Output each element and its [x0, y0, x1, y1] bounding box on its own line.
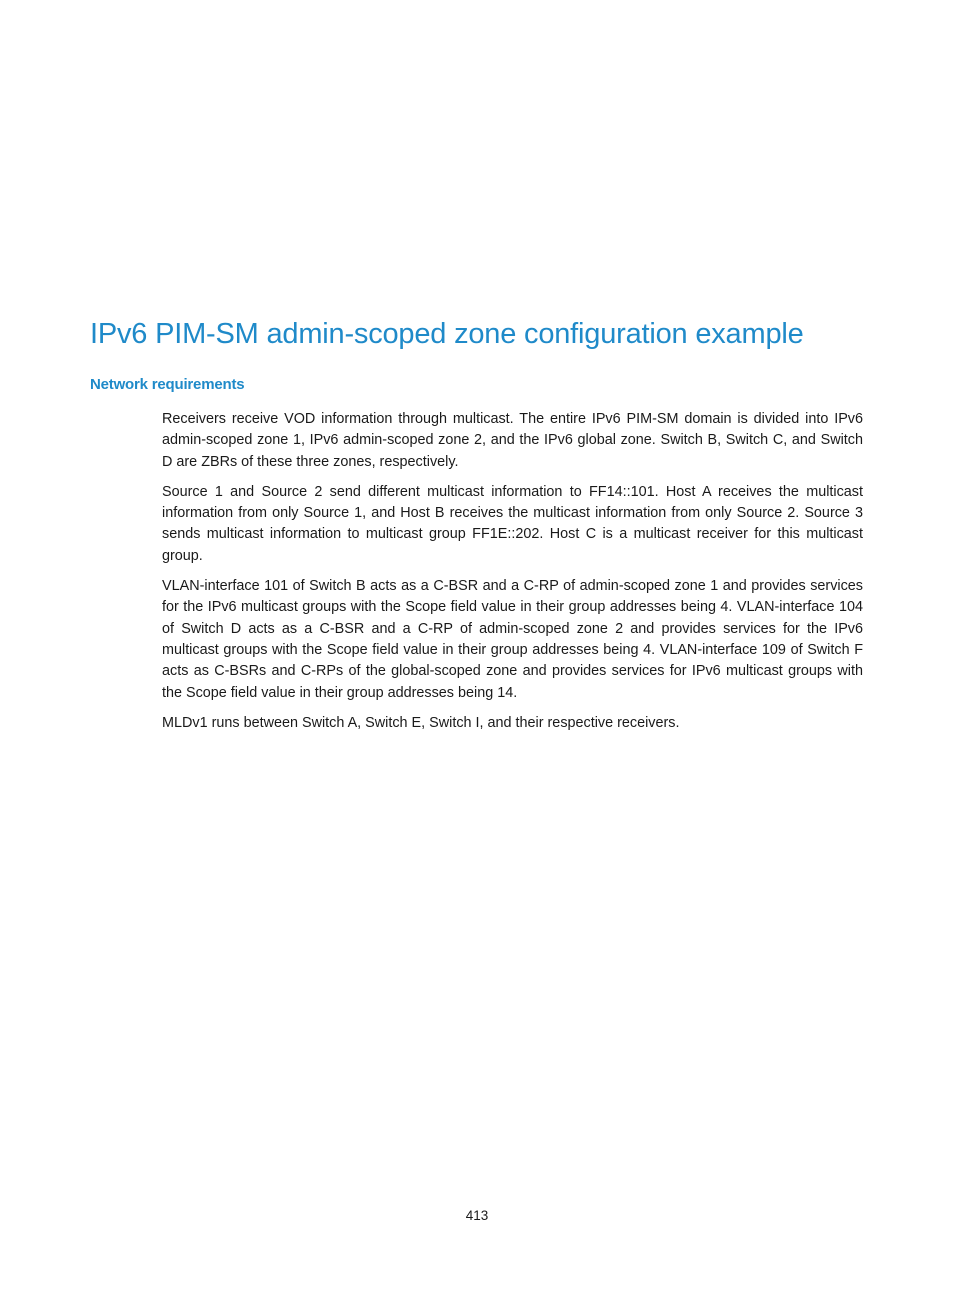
paragraph-bsr-rp: VLAN-interface 101 of Switch B acts as a C-BSR and a C-RP of admin-scoped zone 1 and provides services for the IPv6 multicast groups with the Scope field value in their group addresses being 4. VLAN-interface 104 of Switch D acts as a C-BSR and a C-RP of admin-scoped zone 2 and provides services for the IPv6 multicast groups with the Scope field value in their group addresses being 4. VLAN-interface 109 of Switch F acts as C-BSRs and C-RPs of the global-scoped zone and provides services for IPv6 multicast groups with the Scope field value in their group addresses being 14. — [162, 578, 863, 701]
paragraph-mld: MLDv1 runs between Switch A, Switch E, Switch I, and their respective receivers. — [162, 714, 680, 731]
page-title: IPv6 PIM-SM admin-scoped zone configuration example — [90, 318, 804, 350]
page-number: 413 — [465, 1208, 489, 1223]
paragraph-zones: Receivers receive VOD information through multicast. The entire IPv6 PIM-SM domain is divided into IPv6 admin-scoped zone 1, IPv6 admin-scoped zone 2, and the IPv6 global zone. Switch B, Switch C, and Switch D are ZBRs of these three zones, respectively. — [162, 411, 863, 470]
paragraph-sources: Source 1 and Source 2 send different multicast information to FF14::101. Host A receives the multicast information from only Source 1, and Host B receives the multicast information from only Source 2. Source 3 sends multicast information to multicast group FF1E::202. Host C is a multicast receiver for this multicast group. — [162, 483, 863, 564]
section-body — [162, 409, 863, 743]
section-heading: Network requirements — [90, 376, 245, 393]
